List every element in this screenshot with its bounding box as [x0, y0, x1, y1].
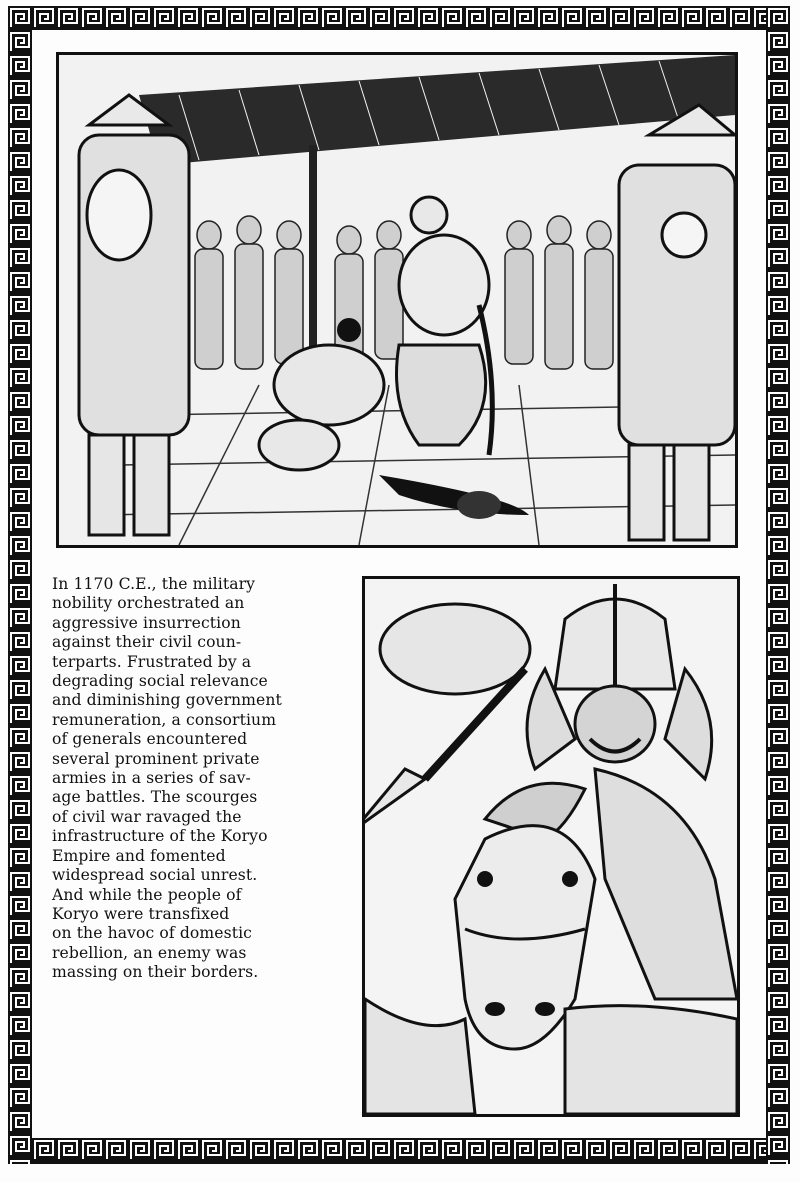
greek-key-border-top	[8, 6, 790, 30]
execution-scene-illustration	[59, 55, 735, 545]
mounted-warrior-illustration	[365, 579, 737, 1114]
execution-scene-panel	[56, 52, 738, 548]
greek-key-border-left	[8, 6, 32, 1164]
page-content	[32, 30, 766, 1138]
narration-caption: In 1170 C.E., the military nobility orchestrated an aggressive insurrection against their civil coun- terparts. Frustrated by a degrading social relevance and diminishing government remuneration, a consortium of generals encountered several prominent private armies in a series of sav- age battles. The scourges of civil war ravaged the infrastructure of the Koryo Empire and fomented widespread social unrest. And while the people of Koryo were transfixed on the havoc of domestic rebellion, an enemy was massing on their borders.	[52, 575, 282, 982]
greek-key-border-right	[766, 6, 790, 1164]
greek-key-border-bottom	[8, 1138, 790, 1164]
mounted-warrior-panel	[362, 576, 740, 1117]
